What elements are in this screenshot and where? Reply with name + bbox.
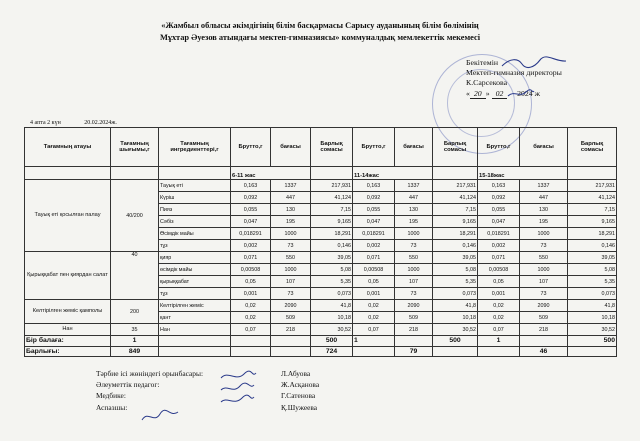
cell-gross-1: 0,001 bbox=[231, 288, 271, 300]
cell-total-3: 39,05 bbox=[568, 252, 617, 264]
cell-price-1: 550 bbox=[271, 252, 311, 264]
cell-total-1: 217,931 bbox=[311, 180, 353, 192]
cell-total-2: 0,146 bbox=[433, 240, 478, 252]
cell-total-3: 5,08 bbox=[568, 264, 617, 276]
cell-price-3: 195 bbox=[520, 216, 568, 228]
dish-name: Қырыққабат пен қиярдан салат bbox=[25, 252, 111, 300]
cell-price-1: 1000 bbox=[271, 264, 311, 276]
cell-price-1: 509 bbox=[271, 312, 311, 324]
cell-price-3: 447 bbox=[520, 192, 568, 204]
cell-ingredient: Өсімдік майы bbox=[159, 228, 231, 240]
cell-total-3: 9,165 bbox=[568, 216, 617, 228]
menu-meta bbox=[30, 120, 139, 126]
cell-gross-2: 0,047 bbox=[353, 216, 395, 228]
cell-price-3: 1000 bbox=[520, 228, 568, 240]
approval-name: К.Сарсекова bbox=[466, 78, 508, 88]
per-child-sum-1: 500 bbox=[311, 336, 353, 347]
cell-total-2: 0,073 bbox=[433, 288, 478, 300]
cell-gross-3: 0,163 bbox=[478, 180, 520, 192]
cell-total-3: 30,52 bbox=[568, 324, 617, 336]
cell-gross-1: 0,071 bbox=[231, 252, 271, 264]
cell-total-3: 217,931 bbox=[568, 180, 617, 192]
approval-month: 02 bbox=[492, 89, 508, 99]
cell-gross-1: 0,05 bbox=[231, 276, 271, 288]
cell-gross-1: 0,018291 bbox=[231, 228, 271, 240]
cell-gross-1: 0,02 bbox=[231, 300, 271, 312]
cell-price-1: 2090 bbox=[271, 300, 311, 312]
cell-total-1: 7,15 bbox=[311, 204, 353, 216]
dish-output: 35 bbox=[111, 324, 159, 336]
cell-gross-3: 0,055 bbox=[478, 204, 520, 216]
col-dish: Тағамның атауы bbox=[25, 128, 111, 167]
cell-gross-3: 0,018291 bbox=[478, 228, 520, 240]
cell-gross-2: 0,071 bbox=[353, 252, 395, 264]
cell-total-1: 41,8 bbox=[311, 300, 353, 312]
per-child-count: 1 bbox=[111, 336, 159, 347]
dish-name: Нан bbox=[25, 324, 111, 336]
approval-date: « 20 » 02 2024 ж bbox=[466, 88, 541, 98]
table-row bbox=[25, 324, 617, 336]
cell-price-2: 1337 bbox=[395, 180, 433, 192]
cell-total-3: 18,291 bbox=[568, 228, 617, 240]
signers-block bbox=[96, 368, 319, 413]
cell-total-2: 9,165 bbox=[433, 216, 478, 228]
age-group-2: 11-14жас bbox=[353, 167, 433, 180]
cell-total-1: 39,05 bbox=[311, 252, 353, 264]
dish-output: 200 bbox=[111, 300, 159, 324]
age-group-3: 15-18жас bbox=[478, 167, 568, 180]
cell-total-2: 39,05 bbox=[433, 252, 478, 264]
cell-price-1: 73 bbox=[271, 240, 311, 252]
cell-total-1: 41,124 bbox=[311, 192, 353, 204]
col-price-1: бағасы bbox=[271, 128, 311, 167]
cell-price-2: 447 bbox=[395, 192, 433, 204]
totals-row bbox=[25, 346, 617, 357]
document-header bbox=[0, 20, 640, 43]
cell-total-2: 5,35 bbox=[433, 276, 478, 288]
cell-price-2: 107 bbox=[395, 276, 433, 288]
cell-gross-1: 0,07 bbox=[231, 324, 271, 336]
cell-gross-2: 0,018291 bbox=[353, 228, 395, 240]
cell-total-2: 41,124 bbox=[433, 192, 478, 204]
cell-ingredient: Пияз bbox=[159, 204, 231, 216]
cell-gross-3: 0,092 bbox=[478, 192, 520, 204]
col-gross-2: Брутто,г bbox=[353, 128, 395, 167]
cell-price-1: 107 bbox=[271, 276, 311, 288]
age-group-1: 6-11 жас bbox=[231, 167, 311, 180]
header-line-1: «Жамбыл облысы әкімдігінің білім басқармасы Сарысу ауданының білім бөлімінің bbox=[161, 21, 479, 30]
cell-price-3: 107 bbox=[520, 276, 568, 288]
cell-price-3: 130 bbox=[520, 204, 568, 216]
col-price-3: бағасы bbox=[520, 128, 568, 167]
menu-date: 20.02.2024ж. bbox=[84, 120, 117, 126]
cell-gross-2: 0,055 bbox=[353, 204, 395, 216]
cell-ingredient: тұз bbox=[159, 288, 231, 300]
header-line-2: Мұхтар Әуезов атындағы мектеп-гимназиясы» коммуналдық мемлекеттік мекемесі bbox=[159, 32, 481, 42]
cell-gross-2: 0,002 bbox=[353, 240, 395, 252]
cell-ingredient: Күріш bbox=[159, 192, 231, 204]
cell-gross-3: 0,047 bbox=[478, 216, 520, 228]
col-total-1: Барлық сомасы bbox=[311, 128, 353, 167]
totals-n3: 46 bbox=[520, 346, 568, 357]
approval-role: Мектеп-гимназия директоры bbox=[466, 68, 562, 78]
cell-total-2: 217,931 bbox=[433, 180, 478, 192]
cell-ingredient: Келтірілген жеміс bbox=[159, 300, 231, 312]
cell-gross-2: 0,001 bbox=[353, 288, 395, 300]
totals-label: Барлығы: bbox=[25, 346, 111, 357]
cell-total-1: 30,52 bbox=[311, 324, 353, 336]
table-row bbox=[25, 300, 617, 312]
totals-children: 849 bbox=[111, 346, 159, 357]
totals-n2: 79 bbox=[395, 346, 433, 357]
cell-total-2: 10,18 bbox=[433, 312, 478, 324]
cell-total-3: 0,073 bbox=[568, 288, 617, 300]
cell-ingredient: қант bbox=[159, 312, 231, 324]
cell-price-2: 73 bbox=[395, 288, 433, 300]
cell-gross-2: 0,02 bbox=[353, 312, 395, 324]
ingredient-rows bbox=[25, 180, 617, 336]
approval-year: 2024 ж bbox=[517, 88, 541, 98]
cell-gross-1: 0,055 bbox=[231, 204, 271, 216]
col-total-2: Барлық сомасы bbox=[433, 128, 478, 167]
table-row bbox=[25, 252, 617, 264]
cook-signature bbox=[140, 408, 180, 426]
cell-gross-3: 0,001 bbox=[478, 288, 520, 300]
cell-total-1: 18,291 bbox=[311, 228, 353, 240]
cell-total-2: 7,15 bbox=[433, 204, 478, 216]
cell-total-1: 0,073 bbox=[311, 288, 353, 300]
cell-gross-1: 0,047 bbox=[231, 216, 271, 228]
col-total-3: Барлық сомасы bbox=[568, 128, 617, 167]
cell-price-2: 130 bbox=[395, 204, 433, 216]
dish-output: 40/200 bbox=[111, 180, 159, 252]
cell-price-3: 550 bbox=[520, 252, 568, 264]
cell-ingredient: тұз bbox=[159, 240, 231, 252]
cell-price-3: 1000 bbox=[520, 264, 568, 276]
cell-price-2: 509 bbox=[395, 312, 433, 324]
cell-price-1: 218 bbox=[271, 324, 311, 336]
cell-total-2: 30,52 bbox=[433, 324, 478, 336]
cell-gross-2: 0,00508 bbox=[353, 264, 395, 276]
totals-n1: 724 bbox=[311, 346, 353, 357]
cell-price-2: 1000 bbox=[395, 228, 433, 240]
cell-gross-1: 0,002 bbox=[231, 240, 271, 252]
cell-price-2: 2090 bbox=[395, 300, 433, 312]
cell-price-3: 1337 bbox=[520, 180, 568, 192]
cell-price-1: 73 bbox=[271, 288, 311, 300]
date-signature bbox=[506, 88, 536, 100]
signer-row: Аспазшы: Қ.Шужеева bbox=[96, 402, 318, 412]
cell-total-1: 9,165 bbox=[311, 216, 353, 228]
cell-total-3: 10,18 bbox=[568, 312, 617, 324]
cell-gross-3: 0,02 bbox=[478, 300, 520, 312]
cell-gross-3: 0,07 bbox=[478, 324, 520, 336]
age-row bbox=[25, 167, 617, 180]
per-child-sum-2: 500 bbox=[433, 336, 478, 347]
cell-gross-3: 0,002 bbox=[478, 240, 520, 252]
dish-name: Келтірілген жеміс қамполы bbox=[25, 300, 111, 324]
signer-row: Медбике: Г.Сатенова bbox=[96, 391, 316, 401]
cell-gross-1: 0,092 bbox=[231, 192, 271, 204]
cell-price-1: 1000 bbox=[271, 228, 311, 240]
cell-total-3: 7,15 bbox=[568, 204, 617, 216]
cell-price-1: 1337 bbox=[271, 180, 311, 192]
cell-price-3: 509 bbox=[520, 312, 568, 324]
cell-ingredient: Нан bbox=[159, 324, 231, 336]
dish-name: Тауық еті қосылған палау bbox=[25, 180, 111, 252]
col-gross-1: Брутто,г bbox=[231, 128, 271, 167]
cell-ingredient: Сәбіз bbox=[159, 216, 231, 228]
cell-total-3: 41,124 bbox=[568, 192, 617, 204]
cell-total-3: 0,146 bbox=[568, 240, 617, 252]
cell-price-3: 2090 bbox=[520, 300, 568, 312]
cell-price-3: 73 bbox=[520, 240, 568, 252]
cell-ingredient: қырыққабат bbox=[159, 276, 231, 288]
approval-day: 20 bbox=[470, 89, 486, 99]
signer-row: Тәрбие ісі жөніндегі орынбасары: Л.Абуова bbox=[96, 369, 311, 378]
cell-total-1: 5,35 bbox=[311, 276, 353, 288]
cell-price-2: 195 bbox=[395, 216, 433, 228]
cell-price-2: 73 bbox=[395, 240, 433, 252]
cell-total-2: 41,8 bbox=[433, 300, 478, 312]
cell-ingredient: өсімдік майы bbox=[159, 264, 231, 276]
cell-total-1: 0,146 bbox=[311, 240, 353, 252]
cell-gross-2: 0,163 bbox=[353, 180, 395, 192]
col-price-2: бағасы bbox=[395, 128, 433, 167]
cell-gross-1: 0,163 bbox=[231, 180, 271, 192]
cell-total-1: 5,08 bbox=[311, 264, 353, 276]
cell-gross-1: 0,00508 bbox=[231, 264, 271, 276]
cell-total-2: 18,291 bbox=[433, 228, 478, 240]
cell-gross-3: 0,071 bbox=[478, 252, 520, 264]
table-row bbox=[25, 180, 617, 192]
cell-price-2: 218 bbox=[395, 324, 433, 336]
approval-title: Бекітемін bbox=[466, 58, 499, 67]
cell-price-1: 130 bbox=[271, 204, 311, 216]
cell-total-3: 41,8 bbox=[568, 300, 617, 312]
cell-price-3: 73 bbox=[520, 288, 568, 300]
cell-gross-2: 0,07 bbox=[353, 324, 395, 336]
cell-price-2: 1000 bbox=[395, 264, 433, 276]
per-child-count-2: 1 bbox=[353, 336, 395, 347]
menu-table bbox=[24, 127, 617, 357]
week-day: 4 апта 2 күн bbox=[30, 120, 61, 126]
col-output: Тағамның шығымы,г bbox=[111, 128, 159, 167]
dish-output: 40 bbox=[111, 252, 159, 300]
cell-gross-2: 0,05 bbox=[353, 276, 395, 288]
cell-ingredient: Тауық еті bbox=[159, 180, 231, 192]
cell-ingredient: қияр bbox=[159, 252, 231, 264]
signatures bbox=[218, 370, 258, 420]
table-header-row bbox=[25, 128, 617, 167]
per-child-label: Бір балаға: bbox=[25, 336, 111, 347]
cell-total-3: 5,35 bbox=[568, 276, 617, 288]
cell-price-3: 218 bbox=[520, 324, 568, 336]
cell-total-1: 10,18 bbox=[311, 312, 353, 324]
cell-price-1: 447 bbox=[271, 192, 311, 204]
per-child-count-3: 1 bbox=[478, 336, 520, 347]
cell-total-2: 5,08 bbox=[433, 264, 478, 276]
cell-gross-3: 0,00508 bbox=[478, 264, 520, 276]
director-signature bbox=[500, 56, 570, 70]
cell-gross-2: 0,02 bbox=[353, 300, 395, 312]
per-child-row bbox=[25, 336, 617, 347]
per-child-sum-3: 500 bbox=[568, 336, 617, 347]
cell-gross-2: 0,092 bbox=[353, 192, 395, 204]
col-gross-3: Брутто,г bbox=[478, 128, 520, 167]
col-ingredient: Тағамның ингредиенттері,г bbox=[159, 128, 231, 167]
cell-price-1: 195 bbox=[271, 216, 311, 228]
cell-gross-1: 0,02 bbox=[231, 312, 271, 324]
cell-gross-3: 0,05 bbox=[478, 276, 520, 288]
signer-row: Әлеуметтік педагог: Ж.Асқанова bbox=[96, 380, 320, 390]
cell-gross-3: 0,02 bbox=[478, 312, 520, 324]
cell-price-2: 550 bbox=[395, 252, 433, 264]
